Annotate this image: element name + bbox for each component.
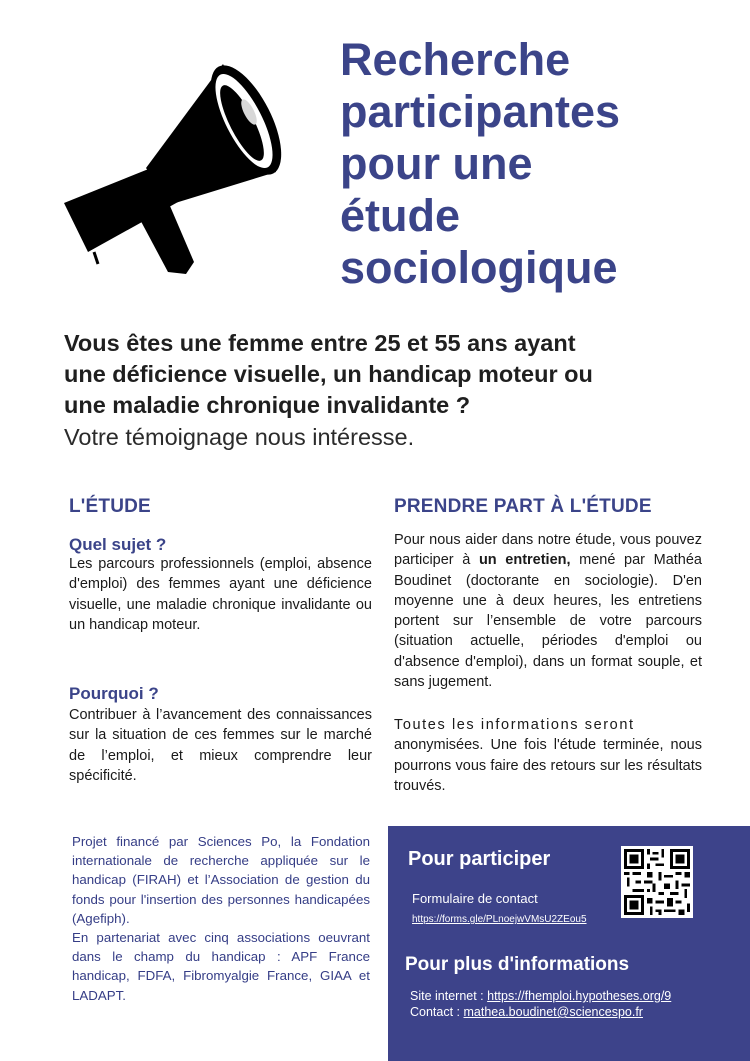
title-line: participantes <box>340 86 621 137</box>
page-title <box>340 34 730 294</box>
intro-question <box>64 328 714 421</box>
intro-subtitle: Votre témoignage nous intéresse. <box>64 424 415 450</box>
anonymity-rest: anonymisées. Une fois l'étude terminée, nous pourrons vous faire des retours sur les résultats trouvés. <box>394 737 702 794</box>
intro-line: une déficience visuelle, un handicap moteur ou <box>64 361 593 387</box>
form-link[interactable]: https://forms.gle/PLnoejwVMsU2ZEou5 <box>412 914 587 925</box>
funding-paragraph: Projet financé par Sciences Po, la Fondation internationale de recherche appliquée sur le handicap (FIRAH) et l’Association de gestion du fonds pour l'insertion des personnes handicapées (Agefiph). <box>72 834 370 926</box>
intro-block <box>64 328 714 452</box>
contact-line <box>410 1005 643 1019</box>
participate-text-part: mené par Mathéa Boudinet (doctorante en sociologie). D'en moyenne une à deux heures, les entretiens portent sur l’ensemble de votre parcours (situation actuelle, périodes d'emploi ou d'absence d'emploi), dans un format souple, et sans jugement. <box>394 552 702 691</box>
partners-paragraph: En partenariat avec cinq associations oeuvrant dans le champ du handicap : APF France handicap, FDFA, Fibromyalgie France, GIAA et LADAPT. <box>72 930 370 1003</box>
participate-text-part: Pour nous aider dans notre étude, vous pouvez participer à <box>394 532 702 569</box>
title-line: Recherche <box>340 34 571 85</box>
form-label: Formulaire de contact <box>412 891 538 906</box>
website-link[interactable]: https://fhemploi.hypotheses.org/9 <box>487 989 672 1003</box>
title-line: pour une <box>340 138 533 189</box>
funding-text <box>72 832 370 1005</box>
why-text: Contribuer à l’avancement des connaissances sur la situation de ces femmes sur le marché de l’emploi, et mieux comprendre leur spécificité. <box>69 707 372 784</box>
contact-email-link[interactable]: mathea.boudinet@sciencespo.fr <box>463 1005 643 1019</box>
website-line <box>410 989 671 1003</box>
title-line: étude <box>340 190 461 241</box>
contact-panel <box>388 826 750 1061</box>
qr-code-icon[interactable] <box>621 846 693 918</box>
anonymity-line: Toutes les informations seront <box>394 717 635 733</box>
participate-heading: PRENDRE PART À L'ÉTUDE <box>394 496 652 517</box>
why-heading: Pourquoi ? <box>69 684 159 703</box>
participate-panel-title: Pour participer <box>408 848 551 870</box>
study-heading: L'ÉTUDE <box>69 496 151 517</box>
info-panel-title: Pour plus d'informations <box>405 954 630 975</box>
subject-heading: Quel sujet ? <box>69 535 167 554</box>
megaphone-icon <box>58 52 313 280</box>
participate-text <box>394 530 702 692</box>
intro-line: une maladie chronique invalidante ? <box>64 392 471 418</box>
intro-line: Vous êtes une femme entre 25 et 55 ans ayant <box>64 330 576 356</box>
contact-label: Contact : <box>410 1005 464 1019</box>
subject-text: Les parcours professionnels (emploi, absence d'emploi) des femmes ayant une déficience visuelle, une maladie chronique invalidante ou un handicap moteur. <box>69 556 372 633</box>
anonymity-text <box>394 715 702 796</box>
title-line: sociologique <box>340 242 618 293</box>
interview-emphasis: un entretien, <box>478 552 571 569</box>
website-label: Site internet : <box>410 989 488 1003</box>
